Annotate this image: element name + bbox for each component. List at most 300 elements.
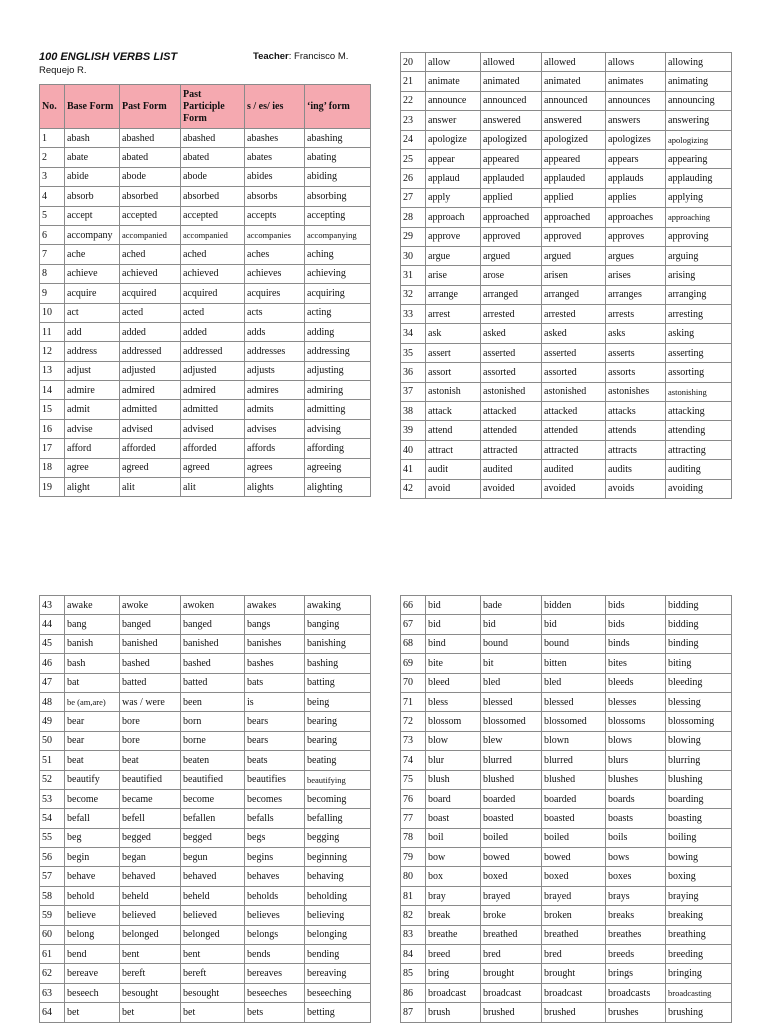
past-participle: bid <box>542 615 606 634</box>
ing-form: beseeching <box>305 983 371 1002</box>
s-es-ies-form: argues <box>606 246 666 265</box>
table-row <box>401 867 732 886</box>
past-participle: admired <box>181 381 245 400</box>
past-form: batted <box>120 673 181 692</box>
past-form: behaved <box>120 867 181 886</box>
past-participle: boarded <box>542 789 606 808</box>
past-participle: agreed <box>181 458 245 477</box>
past-participle: acquired <box>181 284 245 303</box>
past-form: bet <box>120 1003 181 1022</box>
table-row <box>401 654 732 673</box>
verb-number: 46 <box>40 654 65 673</box>
s-es-ies-form: beseeches <box>245 983 305 1002</box>
past-form: became <box>120 789 181 808</box>
s-es-ies-form: behaves <box>245 867 305 886</box>
table-row <box>40 692 371 711</box>
past-form: abode <box>120 167 181 186</box>
base-form: blush <box>426 770 481 789</box>
table-row <box>40 731 371 750</box>
ing-form: blushing <box>666 770 732 789</box>
s-es-ies-form: blossoms <box>606 712 666 731</box>
past-participle: bent <box>181 945 245 964</box>
base-form: approve <box>426 227 481 246</box>
base-form: arrange <box>426 285 481 304</box>
base-form: avoid <box>426 479 481 498</box>
table-row <box>401 149 732 168</box>
past-participle: adjusted <box>181 361 245 380</box>
teacher-name-continued: Requejo R. <box>39 65 87 76</box>
s-es-ies-form: admires <box>245 381 305 400</box>
verb-number: 73 <box>401 731 426 750</box>
base-form: belong <box>65 925 120 944</box>
past-participle: blossomed <box>542 712 606 731</box>
base-form: boast <box>426 809 481 828</box>
ing-form: biting <box>666 654 732 673</box>
base-form: befall <box>65 809 120 828</box>
s-es-ies-form: blesses <box>606 692 666 711</box>
s-es-ies-form: abates <box>245 148 305 167</box>
s-es-ies-form: abashes <box>245 129 305 148</box>
table-row <box>401 789 732 808</box>
past-form: approved <box>481 227 542 246</box>
past-form: acquired <box>120 284 181 303</box>
table-row <box>40 712 371 731</box>
s-es-ies-form: admits <box>245 400 305 419</box>
col-header-past: Past Form <box>120 85 181 129</box>
past-form: apologized <box>481 130 542 149</box>
past-form: agreed <box>120 458 181 477</box>
ing-form: banging <box>305 615 371 634</box>
base-form: bat <box>65 673 120 692</box>
base-form: board <box>426 789 481 808</box>
table-row <box>40 458 371 477</box>
table-row <box>401 324 732 343</box>
past-form: befell <box>120 809 181 828</box>
past-participle: been <box>181 692 245 711</box>
s-es-ies-form: banishes <box>245 634 305 653</box>
ing-form: binding <box>666 634 732 653</box>
past-form: accepted <box>120 206 181 225</box>
table-row <box>40 381 371 400</box>
verb-number: 17 <box>40 439 65 458</box>
table-body <box>401 53 732 499</box>
past-participle: banged <box>181 615 245 634</box>
s-es-ies-form: brings <box>606 964 666 983</box>
table-row <box>40 225 371 244</box>
ing-form: batting <box>305 673 371 692</box>
ing-form: breeding <box>666 945 732 964</box>
base-form: breed <box>426 945 481 964</box>
table-row <box>40 478 371 497</box>
s-es-ies-form: appears <box>606 149 666 168</box>
base-form: bear <box>65 712 120 731</box>
s-es-ies-form: breathes <box>606 925 666 944</box>
past-form: alit <box>120 478 181 497</box>
past-form: bit <box>481 654 542 673</box>
past-form: accompanied <box>120 225 181 244</box>
base-form: begin <box>65 848 120 867</box>
table-row <box>40 148 371 167</box>
past-form: abated <box>120 148 181 167</box>
base-form: abide <box>65 167 120 186</box>
s-es-ies-form: boasts <box>606 809 666 828</box>
past-form: bore <box>120 712 181 731</box>
ing-form: asking <box>666 324 732 343</box>
past-form: applied <box>481 188 542 207</box>
s-es-ies-form: astonishes <box>606 382 666 401</box>
s-es-ies-form: answers <box>606 111 666 130</box>
verb-number: 47 <box>40 673 65 692</box>
past-participle: approved <box>542 227 606 246</box>
ing-form: banishing <box>305 634 371 653</box>
past-form: arrested <box>481 305 542 324</box>
past-participle: afforded <box>181 439 245 458</box>
base-form: bray <box>426 886 481 905</box>
s-es-ies-form: breaks <box>606 906 666 925</box>
base-form: bang <box>65 615 120 634</box>
ing-form: boxing <box>666 867 732 886</box>
s-es-ies-form: blurs <box>606 751 666 770</box>
verb-number: 38 <box>401 402 426 421</box>
table-row <box>401 130 732 149</box>
s-es-ies-form: acts <box>245 303 305 322</box>
base-form: awake <box>65 596 120 615</box>
base-form: appear <box>426 149 481 168</box>
base-form: adjust <box>65 361 120 380</box>
s-es-ies-form: befalls <box>245 809 305 828</box>
ing-form: aching <box>305 245 371 264</box>
base-form: broadcast <box>426 983 481 1002</box>
verb-number: 53 <box>40 789 65 808</box>
past-form: blurred <box>481 751 542 770</box>
table-row <box>40 206 371 225</box>
base-form: approach <box>426 208 481 227</box>
past-form: awoke <box>120 596 181 615</box>
verb-number: 2 <box>40 148 65 167</box>
base-form: box <box>426 867 481 886</box>
ing-form: attracting <box>666 440 732 459</box>
ing-form: braying <box>666 886 732 905</box>
ing-form: blossoming <box>666 712 732 731</box>
past-form: breathed <box>481 925 542 944</box>
past-form: asked <box>481 324 542 343</box>
table-row <box>401 53 732 72</box>
past-form: banished <box>120 634 181 653</box>
past-form: adjusted <box>120 361 181 380</box>
past-participle: audited <box>542 460 606 479</box>
past-form: blossomed <box>481 712 542 731</box>
ing-form: addressing <box>305 342 371 361</box>
ing-form: begging <box>305 828 371 847</box>
s-es-ies-form: binds <box>606 634 666 653</box>
s-es-ies-form: brushes <box>606 1003 666 1022</box>
ing-form: bowing <box>666 848 732 867</box>
table-body <box>401 596 732 1023</box>
ing-form: announcing <box>666 91 732 110</box>
table-row <box>40 187 371 206</box>
past-participle: accepted <box>181 206 245 225</box>
past-participle: brought <box>542 964 606 983</box>
past-participle: abode <box>181 167 245 186</box>
table-row <box>40 964 371 983</box>
s-es-ies-form: blushes <box>606 770 666 789</box>
past-participle: bowed <box>542 848 606 867</box>
verb-number: 26 <box>401 169 426 188</box>
table-body <box>40 596 371 1023</box>
past-participle: borne <box>181 731 245 750</box>
verb-number: 81 <box>401 886 426 905</box>
s-es-ies-form: awakes <box>245 596 305 615</box>
base-form: absorb <box>65 187 120 206</box>
table-row <box>40 129 371 148</box>
table-row <box>40 867 371 886</box>
past-form: bent <box>120 945 181 964</box>
past-form: announced <box>481 91 542 110</box>
ing-form: acting <box>305 303 371 322</box>
table-row <box>401 91 732 110</box>
s-es-ies-form: boils <box>606 828 666 847</box>
table-row <box>401 596 732 615</box>
past-participle: believed <box>181 906 245 925</box>
past-participle: alit <box>181 478 245 497</box>
base-form: bid <box>426 596 481 615</box>
base-form: blur <box>426 751 481 770</box>
verb-number: 59 <box>40 906 65 925</box>
table-row <box>401 305 732 324</box>
table-row <box>40 789 371 808</box>
verb-number: 21 <box>401 72 426 91</box>
verb-number: 60 <box>40 925 65 944</box>
s-es-ies-form: beholds <box>245 886 305 905</box>
ing-form: answering <box>666 111 732 130</box>
past-form: answered <box>481 111 542 130</box>
verb-number: 78 <box>401 828 426 847</box>
ing-form: betting <box>305 1003 371 1022</box>
s-es-ies-form: bows <box>606 848 666 867</box>
verb-number: 54 <box>40 809 65 828</box>
s-es-ies-form: addresses <box>245 342 305 361</box>
past-form: avoided <box>481 479 542 498</box>
past-form: admired <box>120 381 181 400</box>
past-participle: brushed <box>542 1003 606 1022</box>
ing-form: approving <box>666 227 732 246</box>
ing-form: bereaving <box>305 964 371 983</box>
base-form: become <box>65 789 120 808</box>
verb-number: 61 <box>40 945 65 964</box>
verb-number: 49 <box>40 712 65 731</box>
ing-form: bidding <box>666 615 732 634</box>
past-form: attended <box>481 421 542 440</box>
past-participle: arisen <box>542 266 606 285</box>
past-form: afforded <box>120 439 181 458</box>
verb-number: 68 <box>401 634 426 653</box>
s-es-ies-form: asserts <box>606 343 666 362</box>
ing-form: arresting <box>666 305 732 324</box>
table-header-row <box>40 85 371 129</box>
past-form: broke <box>481 906 542 925</box>
verb-number: 30 <box>401 246 426 265</box>
ing-form: befalling <box>305 809 371 828</box>
past-participle: boxed <box>542 867 606 886</box>
past-form: astonished <box>481 382 542 401</box>
s-es-ies-form: arranges <box>606 285 666 304</box>
verb-number: 27 <box>401 188 426 207</box>
past-form: appeared <box>481 149 542 168</box>
base-form: animate <box>426 72 481 91</box>
base-form: bow <box>426 848 481 867</box>
ing-form: beating <box>305 751 371 770</box>
teacher-label: Teacher <box>253 51 289 62</box>
table-row <box>401 111 732 130</box>
base-form: arrest <box>426 305 481 324</box>
ing-form: abiding <box>305 167 371 186</box>
base-form: allow <box>426 53 481 72</box>
base-form: attack <box>426 402 481 421</box>
s-es-ies-form: avoids <box>606 479 666 498</box>
base-form: advise <box>65 419 120 438</box>
ing-form: believing <box>305 906 371 925</box>
table-row <box>40 342 371 361</box>
table-row <box>40 322 371 341</box>
base-form: bear <box>65 731 120 750</box>
verb-number: 58 <box>40 886 65 905</box>
verb-number: 4 <box>40 187 65 206</box>
ing-form: absorbing <box>305 187 371 206</box>
table-row <box>401 421 732 440</box>
s-es-ies-form: becomes <box>245 789 305 808</box>
table-row <box>401 343 732 362</box>
s-es-ies-form: breeds <box>606 945 666 964</box>
s-es-ies-form: accepts <box>245 206 305 225</box>
table-row <box>40 983 371 1002</box>
s-es-ies-form: begins <box>245 848 305 867</box>
base-form: act <box>65 303 120 322</box>
past-participle: boasted <box>542 809 606 828</box>
verb-number: 19 <box>40 478 65 497</box>
verb-number: 62 <box>40 964 65 983</box>
base-form: ask <box>426 324 481 343</box>
verb-number: 44 <box>40 615 65 634</box>
past-participle: blurred <box>542 751 606 770</box>
s-es-ies-form: attends <box>606 421 666 440</box>
s-es-ies-form: bids <box>606 615 666 634</box>
s-es-ies-form: affords <box>245 439 305 458</box>
past-participle: addressed <box>181 342 245 361</box>
past-participle: belonged <box>181 925 245 944</box>
past-participle: attracted <box>542 440 606 459</box>
verb-number: 25 <box>401 149 426 168</box>
s-es-ies-form: assorts <box>606 363 666 382</box>
past-form: bashed <box>120 654 181 673</box>
past-form: brought <box>481 964 542 983</box>
table-row <box>401 925 732 944</box>
past-participle: batted <box>181 673 245 692</box>
ing-form: bearing <box>305 712 371 731</box>
ing-form: boiling <box>666 828 732 847</box>
verb-number: 69 <box>401 654 426 673</box>
past-form: boasted <box>481 809 542 828</box>
table-row <box>40 439 371 458</box>
table-row <box>401 828 732 847</box>
table-row <box>40 303 371 322</box>
ing-form: admiring <box>305 381 371 400</box>
table-row <box>401 848 732 867</box>
verb-number: 79 <box>401 848 426 867</box>
ing-form: brushing <box>666 1003 732 1022</box>
verb-number: 12 <box>40 342 65 361</box>
past-participle: blown <box>542 731 606 750</box>
base-form: beat <box>65 751 120 770</box>
past-participle: broken <box>542 906 606 925</box>
ing-form: affording <box>305 439 371 458</box>
table-row <box>40 615 371 634</box>
past-form: absorbed <box>120 187 181 206</box>
verb-number: 40 <box>401 440 426 459</box>
base-form: beautify <box>65 770 120 789</box>
past-participle: applauded <box>542 169 606 188</box>
verb-number: 34 <box>401 324 426 343</box>
ing-form: assorting <box>666 363 732 382</box>
ing-form: apologizing <box>666 130 732 149</box>
s-es-ies-form: advises <box>245 419 305 438</box>
base-form: behold <box>65 886 120 905</box>
base-form: ache <box>65 245 120 264</box>
ing-form: boasting <box>666 809 732 828</box>
past-participle: added <box>181 322 245 341</box>
s-es-ies-form: bets <box>245 1003 305 1022</box>
table-row <box>401 906 732 925</box>
s-es-ies-form: aches <box>245 245 305 264</box>
past-participle: beautified <box>181 770 245 789</box>
base-form: banish <box>65 634 120 653</box>
base-form: brush <box>426 1003 481 1022</box>
s-es-ies-form: bats <box>245 673 305 692</box>
past-participle: advised <box>181 419 245 438</box>
table-row <box>401 440 732 459</box>
verb-number: 9 <box>40 284 65 303</box>
table-row <box>40 654 371 673</box>
verb-number: 84 <box>401 945 426 964</box>
s-es-ies-form: bites <box>606 654 666 673</box>
verb-number: 16 <box>40 419 65 438</box>
base-form: accompany <box>65 225 120 244</box>
verb-number: 39 <box>401 421 426 440</box>
ing-form: attending <box>666 421 732 440</box>
table-row <box>40 596 371 615</box>
ing-form: beautifying <box>305 770 371 789</box>
past-participle: beaten <box>181 751 245 770</box>
past-form: bred <box>481 945 542 964</box>
ing-form: blessing <box>666 692 732 711</box>
verb-number: 75 <box>401 770 426 789</box>
verb-number: 83 <box>401 925 426 944</box>
verb-number: 56 <box>40 848 65 867</box>
past-participle: broadcast <box>542 983 606 1002</box>
base-form: blossom <box>426 712 481 731</box>
past-participle: begged <box>181 828 245 847</box>
verb-number: 77 <box>401 809 426 828</box>
ing-form: achieving <box>305 264 371 283</box>
s-es-ies-form: applauds <box>606 169 666 188</box>
s-es-ies-form: absorbs <box>245 187 305 206</box>
s-es-ies-form: applies <box>606 188 666 207</box>
past-form: banged <box>120 615 181 634</box>
table-row <box>40 886 371 905</box>
base-form: bereave <box>65 964 120 983</box>
past-form: blew <box>481 731 542 750</box>
base-form: break <box>426 906 481 925</box>
past-participle: beheld <box>181 886 245 905</box>
